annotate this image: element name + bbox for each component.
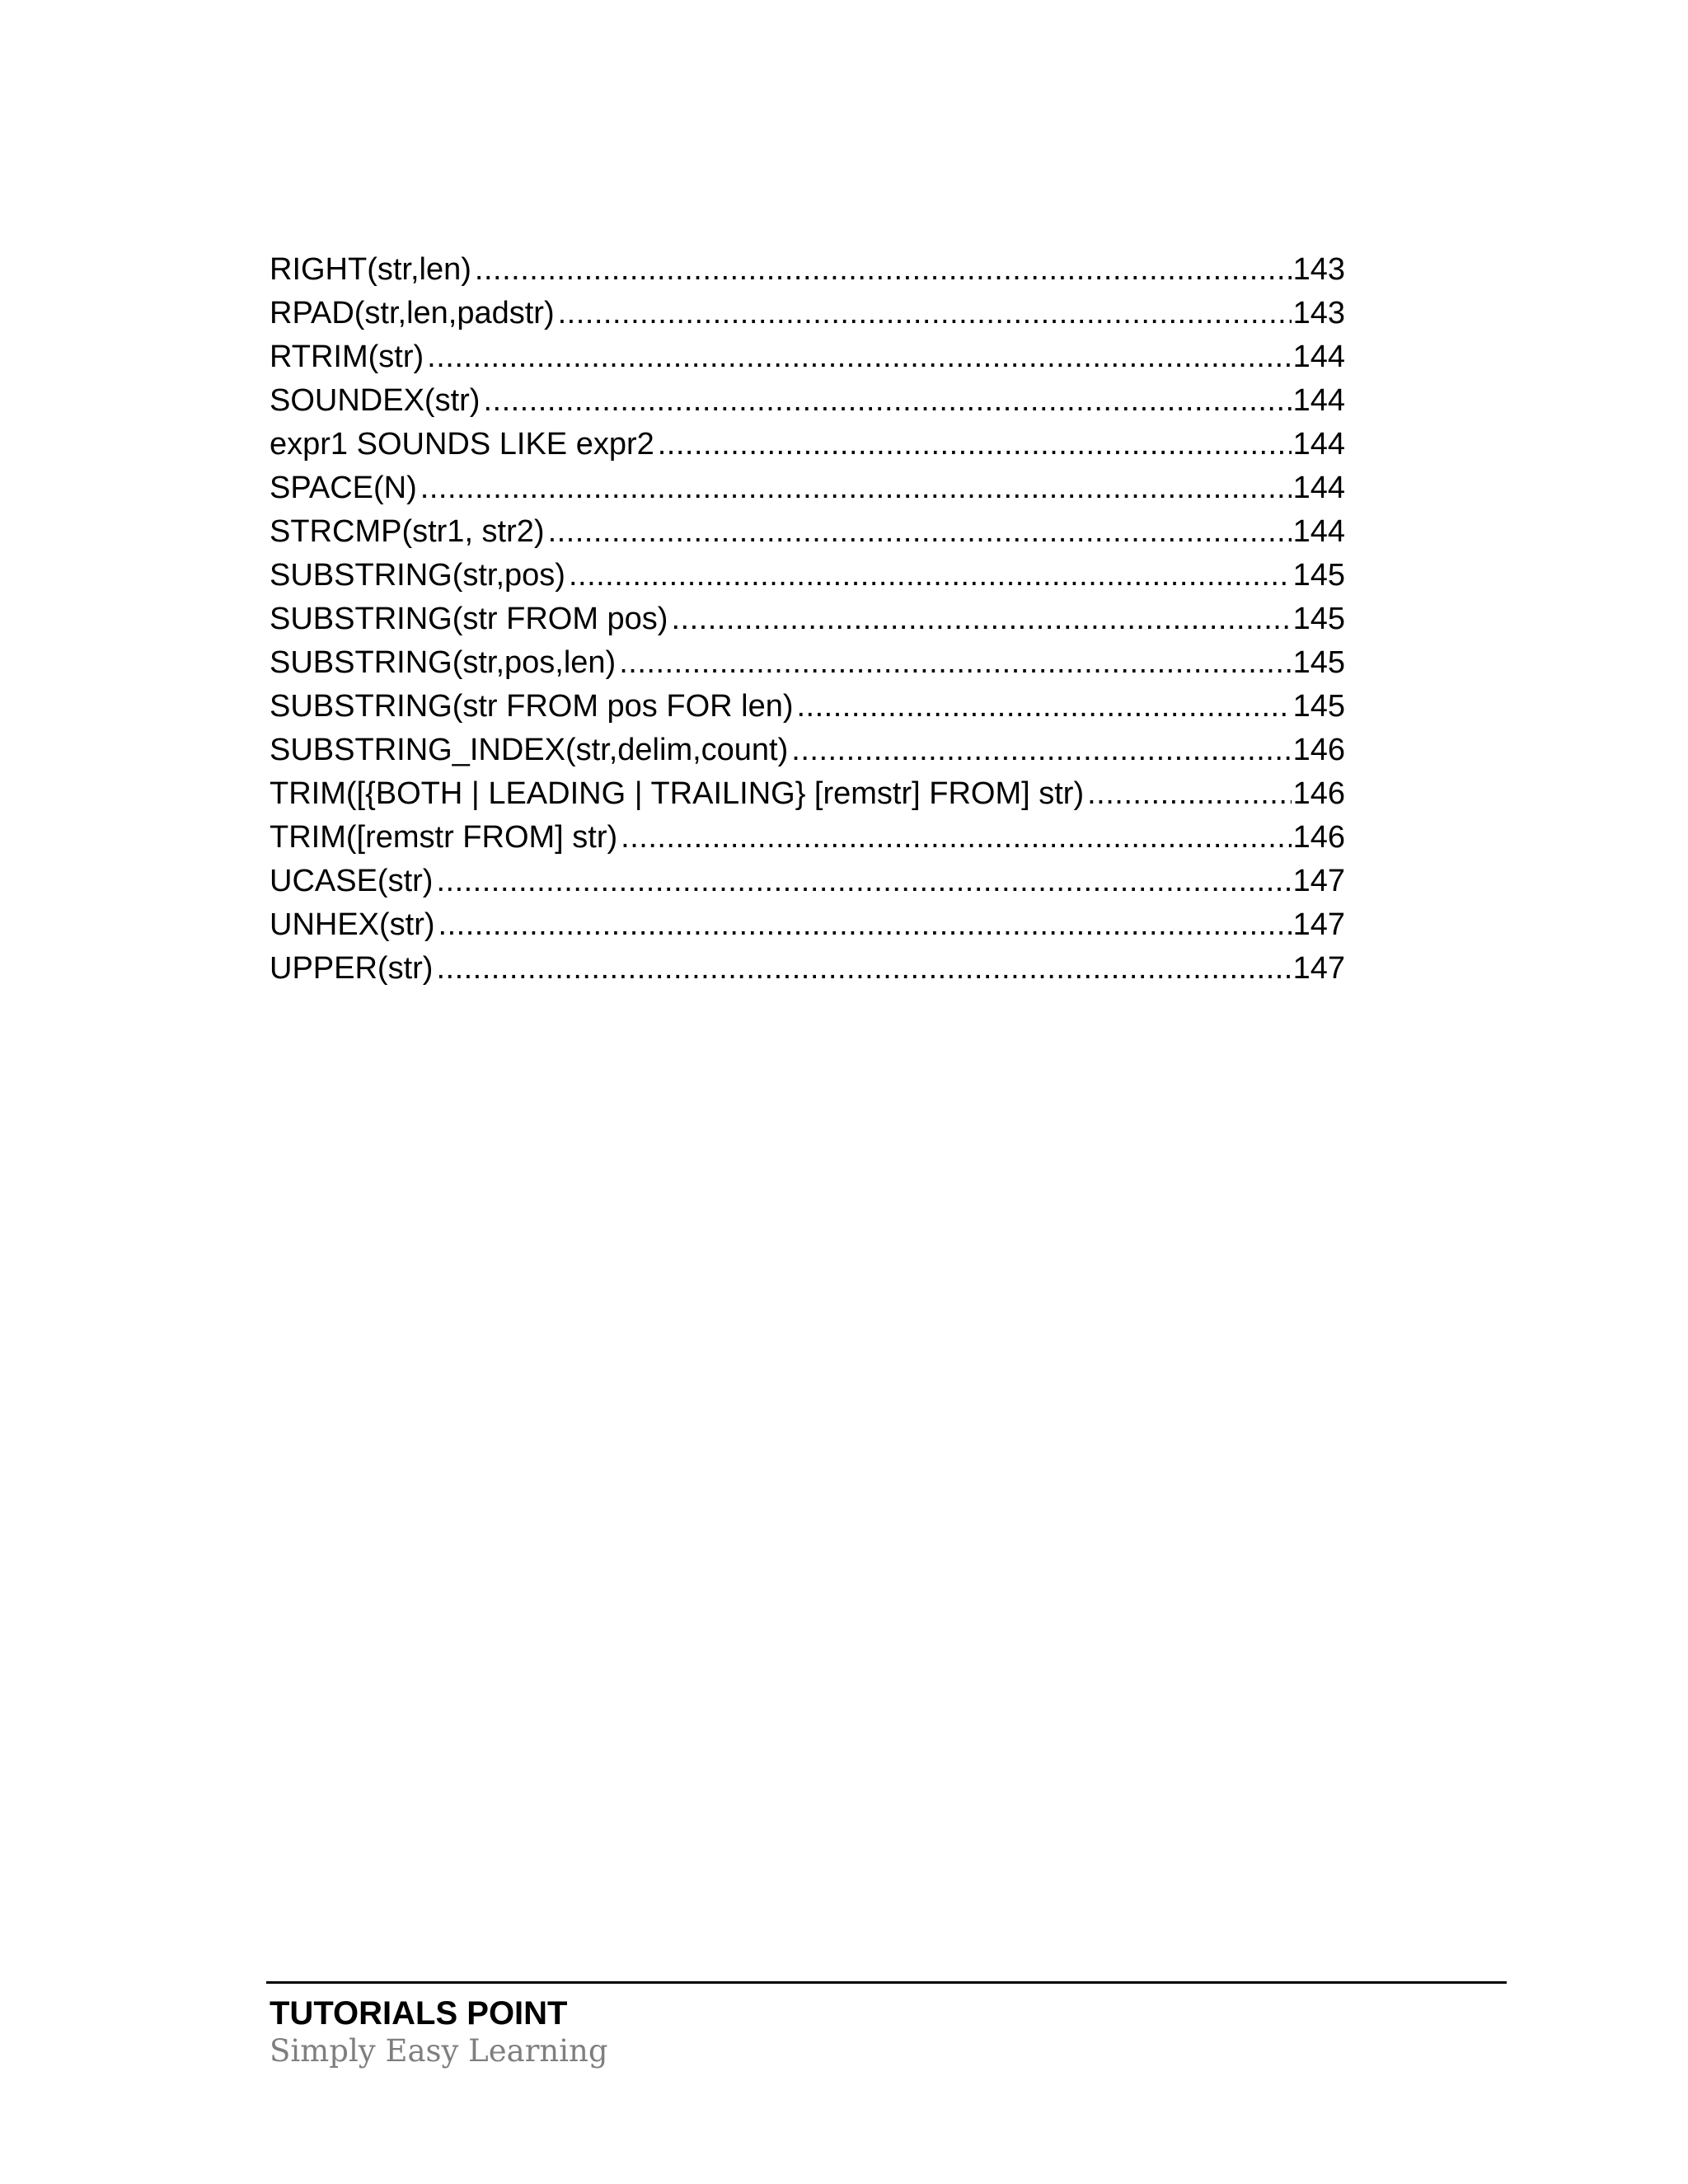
toc-entry[interactable]	[270, 772, 1345, 816]
toc-dot-leader	[558, 292, 1292, 335]
toc-entry[interactable]	[270, 248, 1345, 292]
toc-page-number: 144	[1292, 340, 1345, 374]
toc-dot-leader	[427, 335, 1291, 379]
footer-subtitle: Simply Easy Learning	[270, 2033, 608, 2069]
toc-page-number: 146	[1292, 820, 1345, 855]
toc-page-number: 146	[1292, 776, 1345, 811]
toc-entry-label: TRIM([remstr FROM] str)	[270, 820, 618, 855]
toc-page-number: 146	[1292, 733, 1345, 767]
toc-entry-label: SUBSTRING(str,pos)	[270, 558, 565, 593]
footer-divider	[266, 1981, 1507, 1984]
toc-entry[interactable]	[270, 947, 1345, 991]
toc-entry[interactable]	[270, 816, 1345, 860]
toc-entry[interactable]	[270, 335, 1345, 379]
toc-dot-leader	[420, 466, 1292, 510]
toc-page-number: 147	[1292, 907, 1345, 942]
toc-dot-leader	[791, 729, 1291, 772]
toc-entry[interactable]	[270, 423, 1345, 466]
toc-page-number: 147	[1292, 951, 1345, 986]
toc-dot-leader	[619, 641, 1291, 685]
toc-dot-leader	[797, 685, 1292, 729]
toc-dot-leader	[569, 554, 1292, 598]
toc-page-number: 145	[1292, 645, 1345, 680]
toc-entry[interactable]	[270, 510, 1345, 554]
toc-entry-label: TRIM([{BOTH | LEADING | TRAILING} [remstr] FROM] str)	[270, 776, 1085, 811]
toc-page-number: 145	[1292, 689, 1345, 724]
toc-entry-label: SPACE(N)	[270, 471, 417, 505]
toc-entry-label: RTRIM(str)	[270, 340, 424, 374]
toc-dot-leader	[621, 816, 1291, 860]
toc-dot-leader	[436, 947, 1291, 991]
toc-entry[interactable]	[270, 379, 1345, 423]
toc-page-number: 143	[1292, 252, 1345, 287]
toc-entry[interactable]	[270, 554, 1345, 598]
toc-entry-label: RIGHT(str,len)	[270, 252, 471, 287]
toc-dot-leader	[475, 248, 1292, 292]
toc-entry-label: SUBSTRING(str FROM pos)	[270, 602, 668, 636]
toc-entry[interactable]	[270, 860, 1345, 903]
toc-dot-leader	[658, 423, 1292, 466]
toc-entry-label: SUBSTRING(str FROM pos FOR len)	[270, 689, 794, 724]
table-of-contents	[270, 248, 1345, 991]
toc-dot-leader	[548, 510, 1292, 554]
toc-entry[interactable]	[270, 903, 1345, 947]
toc-page-number: 144	[1292, 514, 1345, 549]
toc-entry-label: RPAD(str,len,padstr)	[270, 296, 555, 330]
toc-entry[interactable]	[270, 292, 1345, 335]
toc-dot-leader	[436, 860, 1291, 903]
toc-page-number: 147	[1292, 864, 1345, 898]
toc-entry-label: UCASE(str)	[270, 864, 434, 898]
toc-page-number: 144	[1292, 427, 1345, 462]
toc-entry[interactable]	[270, 729, 1345, 772]
toc-entry[interactable]	[270, 466, 1345, 510]
toc-entry[interactable]	[270, 685, 1345, 729]
toc-page-number: 145	[1292, 602, 1345, 636]
toc-page-number: 145	[1292, 558, 1345, 593]
toc-entry-label: SUBSTRING_INDEX(str,delim,count)	[270, 733, 789, 767]
footer-title: TUTORIALS POINT	[270, 1995, 568, 2032]
toc-entry-label: STRCMP(str1, str2)	[270, 514, 545, 549]
toc-entry-label: expr1 SOUNDS LIKE expr2	[270, 427, 654, 462]
toc-dot-leader	[438, 903, 1292, 947]
toc-entry[interactable]	[270, 641, 1345, 685]
toc-dot-leader	[483, 379, 1291, 423]
toc-entry-label: SUBSTRING(str,pos,len)	[270, 645, 617, 680]
toc-page-number: 144	[1292, 471, 1345, 505]
toc-entry-label: SOUNDEX(str)	[270, 383, 481, 418]
toc-entry-label: UPPER(str)	[270, 951, 434, 986]
toc-page-number: 144	[1292, 383, 1345, 418]
toc-page-number: 143	[1292, 296, 1345, 330]
toc-dot-leader	[671, 598, 1291, 641]
toc-entry-label: UNHEX(str)	[270, 907, 435, 942]
toc-entry[interactable]	[270, 598, 1345, 641]
toc-dot-leader	[1087, 772, 1291, 816]
